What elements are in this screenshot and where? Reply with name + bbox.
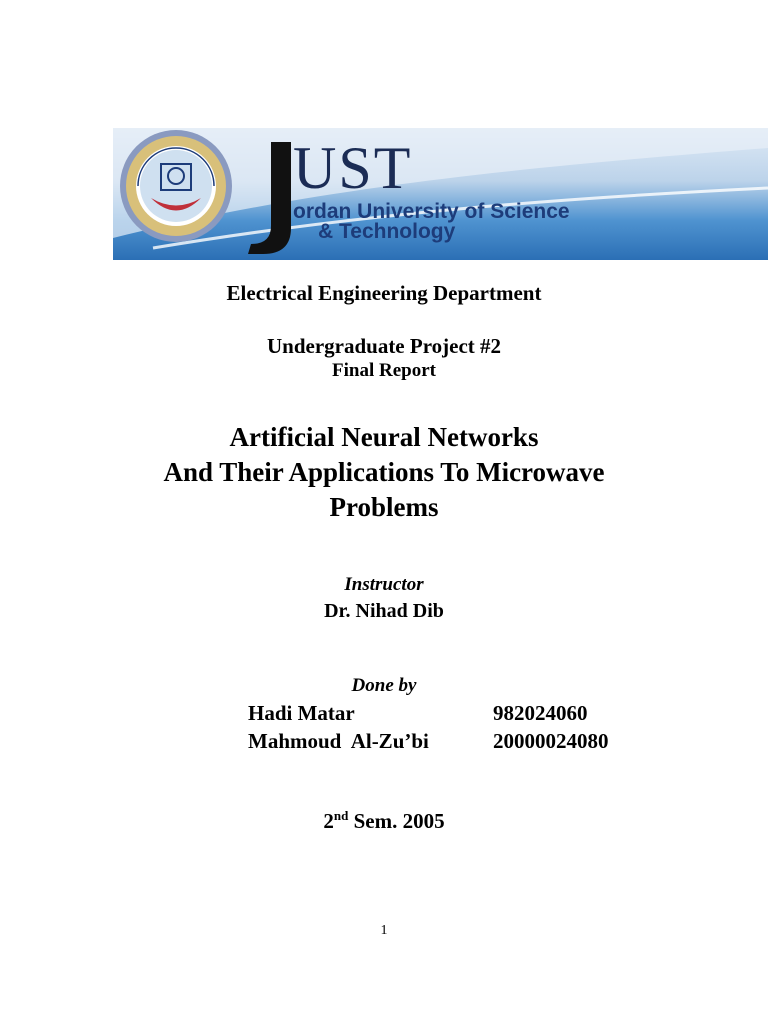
banner-line-1: ordan University of Science <box>293 200 570 223</box>
department: Electrical Engineering Department <box>226 281 542 305</box>
semester-rest: Sem. 2005 <box>348 809 445 833</box>
student-id-2: 20000024080 <box>493 729 609 753</box>
student-id-1: 982024060 <box>493 701 588 725</box>
title-line-3: Problems <box>329 492 439 522</box>
university-banner <box>113 128 768 260</box>
student-name-1: Hadi Matar <box>248 701 355 725</box>
title-line-2: And Their Applications To Microwave <box>163 457 605 487</box>
report-type: Final Report <box>332 360 436 381</box>
semester <box>0 808 768 834</box>
instructor-name: Dr. Nihad Dib <box>324 600 444 622</box>
banner-line-2: & Technology <box>318 220 456 243</box>
student-name-2: Mahmoud Al-Zu’bi <box>248 729 429 753</box>
semester-number: 2 <box>323 809 334 833</box>
report-title <box>0 420 768 525</box>
instructor-label: Instructor <box>344 574 424 595</box>
semester-suffix: nd <box>333 808 349 823</box>
logo-letters: UST <box>293 135 413 201</box>
page-number: 1 <box>380 923 388 938</box>
university-seal-icon <box>120 130 232 242</box>
done-by-label: Done by <box>351 675 417 696</box>
project-label: Undergraduate Project #2 <box>266 334 502 358</box>
title-line-1: Artificial Neural Networks <box>229 422 539 452</box>
